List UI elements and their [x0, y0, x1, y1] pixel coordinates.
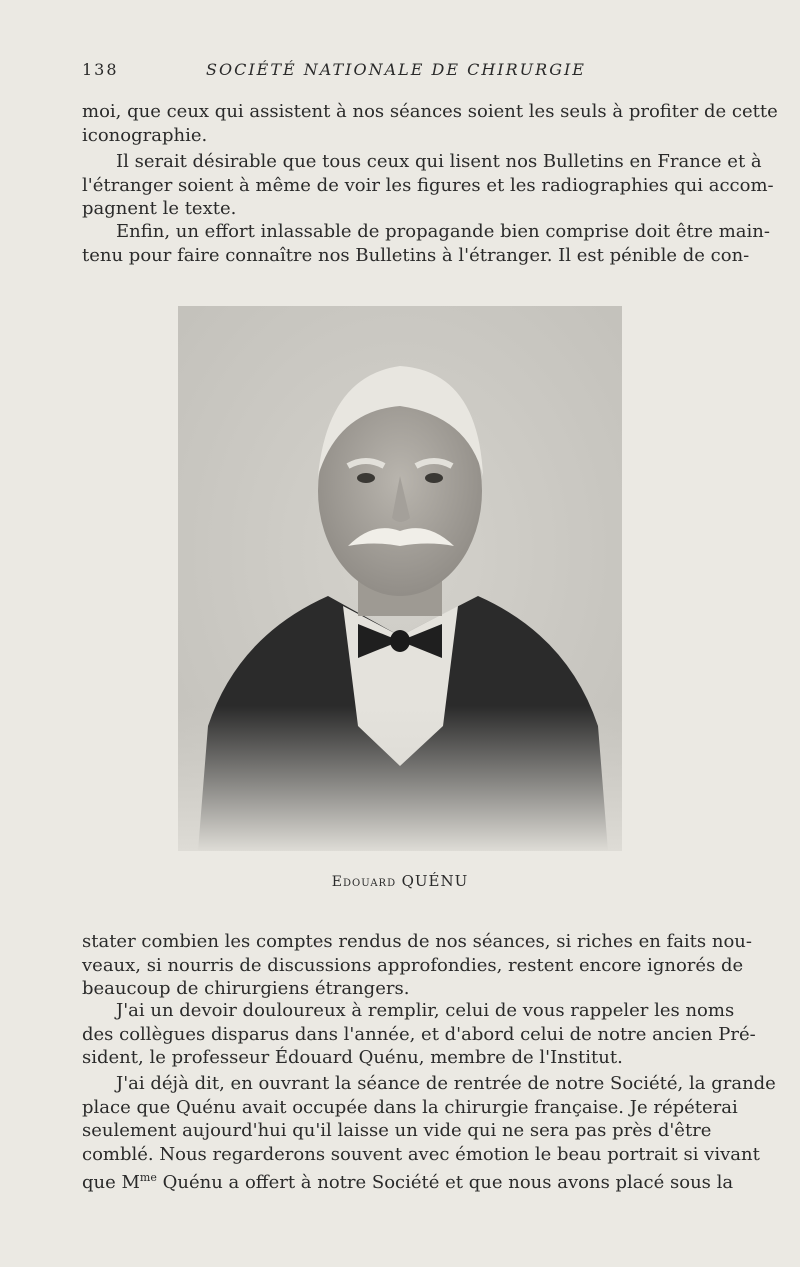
superscript: me	[139, 1171, 157, 1184]
text-line: tenu pour faire connaître nos Bulletins à l'étranger. Il est pénible de con-	[82, 244, 750, 266]
text-line: comblé. Nous regarderons souvent avec émotion le beau portrait si vivant	[82, 1143, 760, 1165]
text-line: J'ai déjà dit, en ouvrant la séance de rentrée de notre Société, la grande	[116, 1073, 776, 1094]
paragraph-3	[82, 220, 770, 267]
running-head: SOCIÉTÉ NATIONALE DE CHIRURGIE	[206, 60, 586, 79]
text-fragment: que M	[82, 1172, 140, 1193]
paragraph-6	[82, 1072, 776, 1195]
text-line: sident, le professeur Édouard Quénu, membre de l'Institut.	[82, 1047, 623, 1068]
page-header	[82, 60, 710, 84]
portrait-caption	[0, 872, 800, 890]
text-line-last	[82, 1166, 734, 1195]
portrait-photograph	[178, 306, 622, 851]
caption-first-name: Edouard	[331, 874, 397, 890]
paragraph-5	[82, 999, 756, 1070]
text-line: iconographie.	[82, 124, 208, 146]
text-line: moi, que ceux qui assistent à nos séances soient les seuls à profiter de cette	[82, 101, 778, 122]
text-line: Il serait désirable que tous ceux qui lisent nos Bulletins en France et à	[116, 151, 762, 172]
text-line: J'ai un devoir douloureux à remplir, celui de vous rappeler les noms	[116, 1000, 735, 1021]
text-line: des collègues disparus dans l'année, et d'abord celui de notre ancien Pré-	[82, 1023, 756, 1045]
portrait-illustration	[178, 306, 622, 851]
paragraph-4	[82, 930, 752, 1001]
paragraph-1	[82, 100, 778, 147]
text-fragment: Quénu a offert à notre Société et que nous avons placé sous la	[156, 1172, 734, 1193]
text-line: seulement aujourd'hui qu'il laisse un vide qui ne sera pas près d'être	[82, 1120, 712, 1141]
text-line: Enfin, un effort inlassable de propagande bien comprise doit être main-	[116, 221, 770, 242]
paragraph-2	[82, 150, 774, 221]
text-line: place que Quénu avait occupée dans la chirurgie française. Je répéterai	[82, 1096, 738, 1118]
text-line: pagnent le texte.	[82, 198, 237, 219]
text-line: stater combien les comptes rendus de nos séances, si riches en faits nou-	[82, 931, 752, 952]
caption-last-name: QUÉNU	[401, 872, 469, 890]
page-number: 138	[82, 60, 119, 79]
text-line: beaucoup de chirurgiens étrangers.	[82, 978, 410, 999]
text-line: veaux, si nourris de discussions approfondies, restent encore ignorés de	[82, 954, 744, 976]
text-line: l'étranger soient à même de voir les figures et les radiographies qui accom-	[82, 174, 774, 196]
